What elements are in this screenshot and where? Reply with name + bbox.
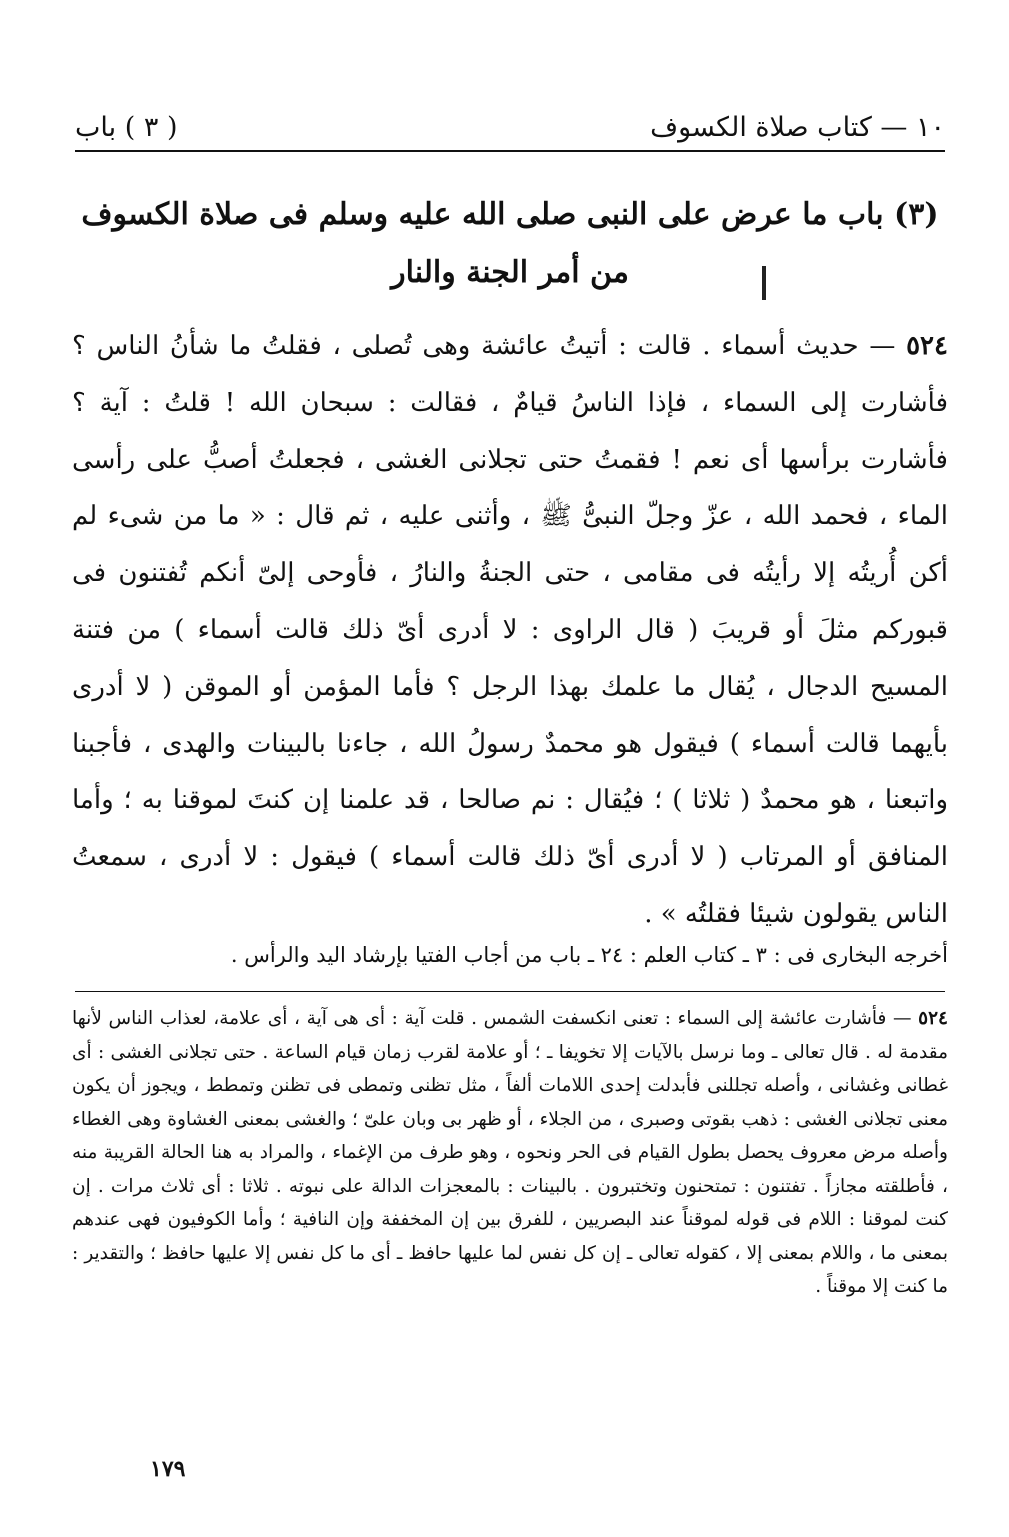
footnote-number: ٥٢٤ [918,1008,948,1029]
hadith-number: ٥٢٤ [906,331,948,361]
footnotes [72,1002,948,1304]
hadith-body: — حديث أسماء . قالت : أتيتُ عائشة وهى تُصلى ، فقلتُ ما شأنُ الناس ؟ فأشارت إلى السماء ، فإذا الناسُ قيامٌ ، فقالت : سبحان الله ! قلتُ : آية ؟ فأشارت برأسها أى نعم ! فقمتُ حتى تجلانى الغشى ، فجعلتُ أصبُّ على رأسى الماء ، فحمد الله ، عزّ وجلّ النبىُّ ﷺ ، وأثنى عليه ، ثم قال : « ما من شىء لم أكن أُريتُه إلا رأيتُه فى مقامى ، حتى الجنةُ والنارُ ، فأوحى إلىّ أنكم تُفتنون فى قبوركم مثلَ أو قريبَ ( قال الراوى : لا أدرى أىّ ذلك قالت أسماء ) من فتنة المسيح الدجال ، يُقال ما علمك بهذا الرجل ؟ فأما المؤمن أو الموقن ( لا أدرى بأيهما قالت أسماء ) فيقول هو محمدٌ رسولُ الله ، جاءنا بالبينات والهدى ، فأجبنا واتبعنا ، هو محمدٌ ( ثلاثا ) ؛ فيُقال : نم صالحا ، قد علمنا إن كنتَ لموقنا به ؛ وأما المنافق أو المرتاب ( لا أدرى أىّ ذلك قالت أسماء ) فيقول : لا أدرى ، سمعتُ الناس يقولون شيئا فقلتُه » . [72,331,948,929]
hadith-source: أخرجه البخارى فى : ٣ ـ كتاب العلم : ٢٤ ـ باب من أجاب الفتيا بإرشاد اليد والرأس . [230,943,948,967]
chapter-heading-line-2: من أمر الجنة والنار [391,255,629,290]
header-section-label: ( ٣ ) باب [75,111,178,143]
hadith-text [72,318,948,943]
header-chapter-title: ١٠ — كتاب صلاة الكسوف [650,111,945,143]
chapter-heading [75,186,945,302]
page-number: ١٧٩ [150,1456,186,1482]
footnote-divider [75,991,945,992]
running-header [75,104,945,150]
chapter-heading-line-1: (٣) باب ما عرض على النبى صلى الله عليه وسلم فى صلاة الكسوف [81,197,939,232]
header-divider [75,150,945,152]
margin-mark [762,266,766,300]
footnote-body: — فأشارت عائشة إلى السماء : تعنى انكسفت الشمس . قلت آية : أى هى آية ، أى علامة، لعذاب الناس لأنها مقدمة له . قال تعالى ـ وما نرسل بالآيات إلا تخويفا ـ ؛ أو علامة لقرب زمان قيام الساعة . حتى تجلانى الغشى : أى غطانى وغشانى ، وأصله تجللنى فأبدلت إحدى اللامات ألفاً ، مثل تظنى وتمطى فى تظنن وتمطط ، ويجوز أن يكون معنى تجلانى الغشى : ذهب بقوتى وصبرى ، من الجلاء ، أو ظهر بى وبان علىّ ؛ والغشى بمعنى الغشاوة وهى الغطاء وأصله مرض معروف يحصل بطول القيام فى الحر ونحوه ، وهو طرف من الإغماء ، والمراد به هنا الحالة القريبة منه ، فأطلقته مجازاً . تفتنون : تمتحنون وتختبرون . بالبينات : بالمعجزات الدالة على نبوته . ثلاثا : أى ثلاث مرات . إن كنت لموقنا : اللام فى قوله لموقناً عند البصريين ، للفرق بين إن المخففة وإن النافية ؛ وأما الكوفيون فهى عندهم بمعنى ما ، واللام بمعنى إلا ، كقوله تعالى ـ إن كل نفس لما عليها حافظ ـ أى ما كل نفس إلا عليها حافظ ؛ والتقدير : ما كنت إلا موقناً . [72,1008,948,1297]
